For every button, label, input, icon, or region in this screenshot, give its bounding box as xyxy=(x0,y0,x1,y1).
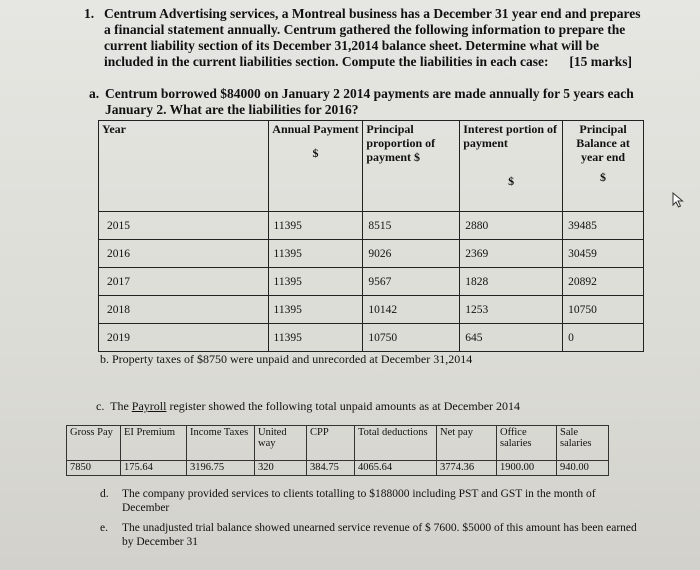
part-b-text: Property taxes of $8750 were unpaid and unrecorded at December 31,2014 xyxy=(112,352,473,366)
part-b-label: b. xyxy=(100,352,109,366)
part-c: c. The Payroll register showed the following total unpaid amounts as at December 2014 xyxy=(96,399,521,413)
part-e-text: The unadjusted trial balance showed unearned service revenue of $ 7600. $5000 of this amount has been earned by December 31 xyxy=(122,522,637,548)
part-a xyxy=(89,86,644,118)
part-a-label: a. xyxy=(89,86,100,101)
part-d xyxy=(100,487,640,515)
header-annual-payment: Annual Payment $ xyxy=(268,121,363,212)
loan-table-header-row xyxy=(99,121,644,212)
loan-schedule-table xyxy=(98,120,644,352)
header-year: Year xyxy=(99,121,269,212)
question-number: 1. xyxy=(84,6,95,21)
question-header xyxy=(84,6,644,70)
header-interest: Interest portion of payment $ xyxy=(460,121,563,212)
payroll-word: Payroll xyxy=(131,399,167,413)
payroll-header-row: Gross Pay EI Premium Income Taxes United way CPP Total deductions Net pay Office salaries Sale salaries xyxy=(67,426,609,461)
payroll-table xyxy=(66,425,609,476)
header-principal: Principal proportion of payment $ xyxy=(363,121,460,212)
part-e xyxy=(100,521,640,549)
header-balance: Principal Balance at year end $ xyxy=(563,121,644,212)
payroll-values-row: 7850 175.64 3196.75 320 384.75 4065.64 3774.36 1900.00 940.00 xyxy=(67,461,609,476)
part-a-text: Centrum borrowed $84000 on January 2 2014 payments are made annually for 5 years each January 2. What are the liabilities for 2016? xyxy=(105,86,634,117)
loan-table-row: 2017 11395 9567 1828 20892 xyxy=(99,268,644,296)
loan-table-row: 2019 11395 10750 645 0 xyxy=(99,324,644,352)
loan-table-row: 2015 11395 8515 2880 39485 xyxy=(99,212,644,240)
part-c-label: c. xyxy=(96,399,105,413)
part-d-label: d. xyxy=(100,488,109,500)
part-e-label: e. xyxy=(100,522,108,534)
part-b xyxy=(100,352,472,366)
question-marks: [15 marks] xyxy=(569,54,632,69)
loan-table-row: 2016 11395 9026 2369 30459 xyxy=(99,240,644,268)
mouse-pointer-icon xyxy=(672,192,684,208)
loan-table-row: 2018 11395 10142 1253 10750 xyxy=(99,296,644,324)
question-text: Centrum Advertising services, a Montreal business has a December 31 year end and prepares a financial statement annually. Centrum gathered the following information to prepare the current liability section of its December 31,2014 balance sheet. Determine what will be included in the current liabilities section. Compute the liabilities in each case: xyxy=(104,6,641,69)
part-d-text: The company provided services to clients totalling to $188000 including PST and GST in the month of December xyxy=(122,488,596,514)
